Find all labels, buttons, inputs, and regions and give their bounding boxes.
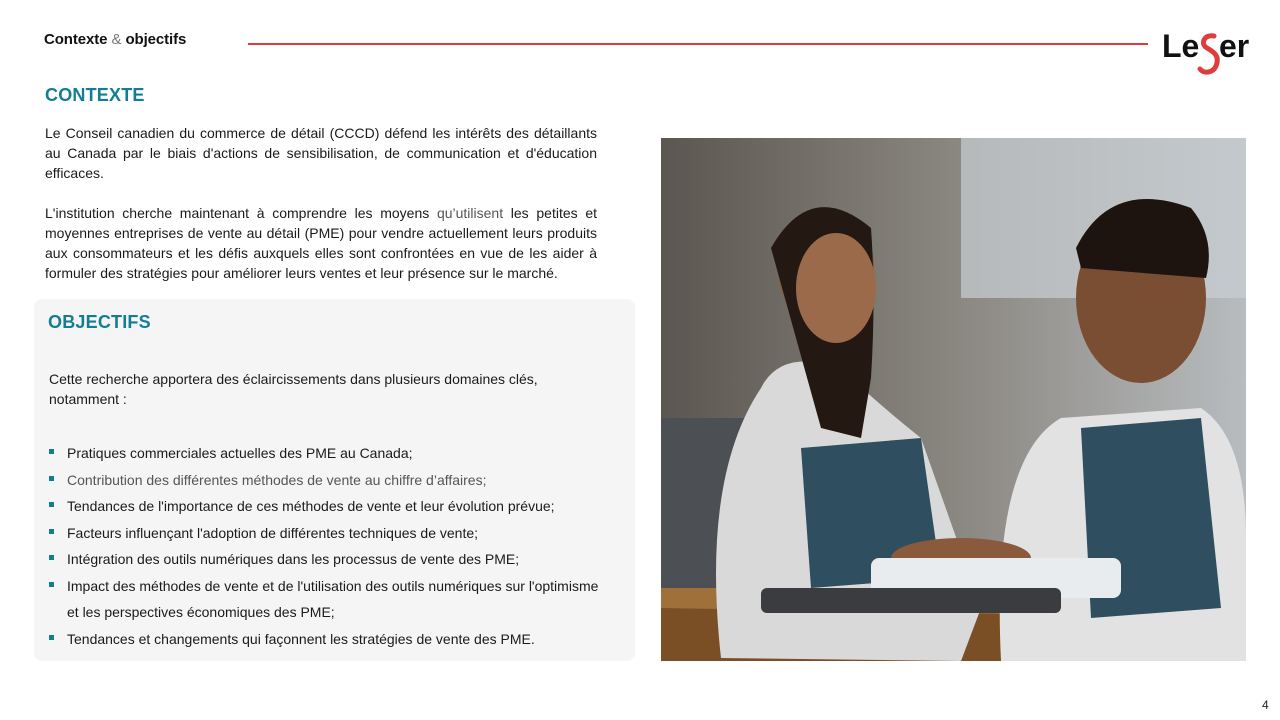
business-meeting-photo (661, 138, 1246, 661)
leger-logo (1162, 26, 1254, 78)
para2-highlight: qu’utilisent (436, 205, 504, 221)
para2-end: les petites et moyennes entreprises de vente au détail (PME) pour vendre actuellement leurs produits aux consommateurs et les défis auxquels elles sont confrontées en vue de les aider à formuler des stratégies pour améliorer leurs ventes et leur présence sur le marché. (45, 205, 597, 281)
list-item: Tendances et changements qui façonnent les stratégies de vente des PME. (49, 626, 609, 653)
para2-start: L'institution cherche maintenant à comprendre les moyens (45, 205, 437, 221)
header-divider (248, 43, 1148, 45)
list-item: Facteurs influençant l'adoption de différentes techniques de vente; (49, 520, 609, 547)
contexte-heading: CONTEXTE (45, 85, 145, 105)
page-title (44, 31, 186, 48)
logo-s-glyph (1200, 36, 1217, 72)
list-item: Contribution des différentes méthodes de vente au chiffre d’affaires; (49, 467, 609, 494)
title-ampersand: & (111, 31, 122, 48)
title-part-1: Contexte (44, 31, 108, 48)
page-number: 4 (1262, 698, 1269, 712)
objectifs-intro: Cette recherche apportera des éclaircissements dans plusieurs domaines clés, notamment : (49, 371, 538, 407)
objectifs-heading: OBJECTIFS (48, 312, 151, 332)
list-item: Intégration des outils numériques dans les processus de vente des PME; (49, 546, 609, 573)
contexte-paragraph-2 (45, 203, 597, 283)
logo-text-left: Le (1162, 28, 1200, 64)
title-part-2: objectifs (125, 31, 187, 48)
list-item: Impact des méthodes de vente et de l'utilisation des outils numériques sur l'optimisme et les perspectives économiques des PME; (49, 573, 609, 626)
logo-text-right: er (1219, 28, 1250, 64)
list-item: Pratiques commerciales actuelles des PME au Canada; (49, 440, 609, 467)
contexte-paragraph-1: Le Conseil canadien du commerce de détail (CCCD) défend les intérêts des détaillants au Canada par le biais d'actions de sensibilisation, de communication et d'éducation efficaces. (45, 125, 597, 181)
objectifs-list (49, 440, 609, 652)
list-item: Tendances de l'importance de ces méthodes de vente et leur évolution prévue; (49, 493, 609, 520)
